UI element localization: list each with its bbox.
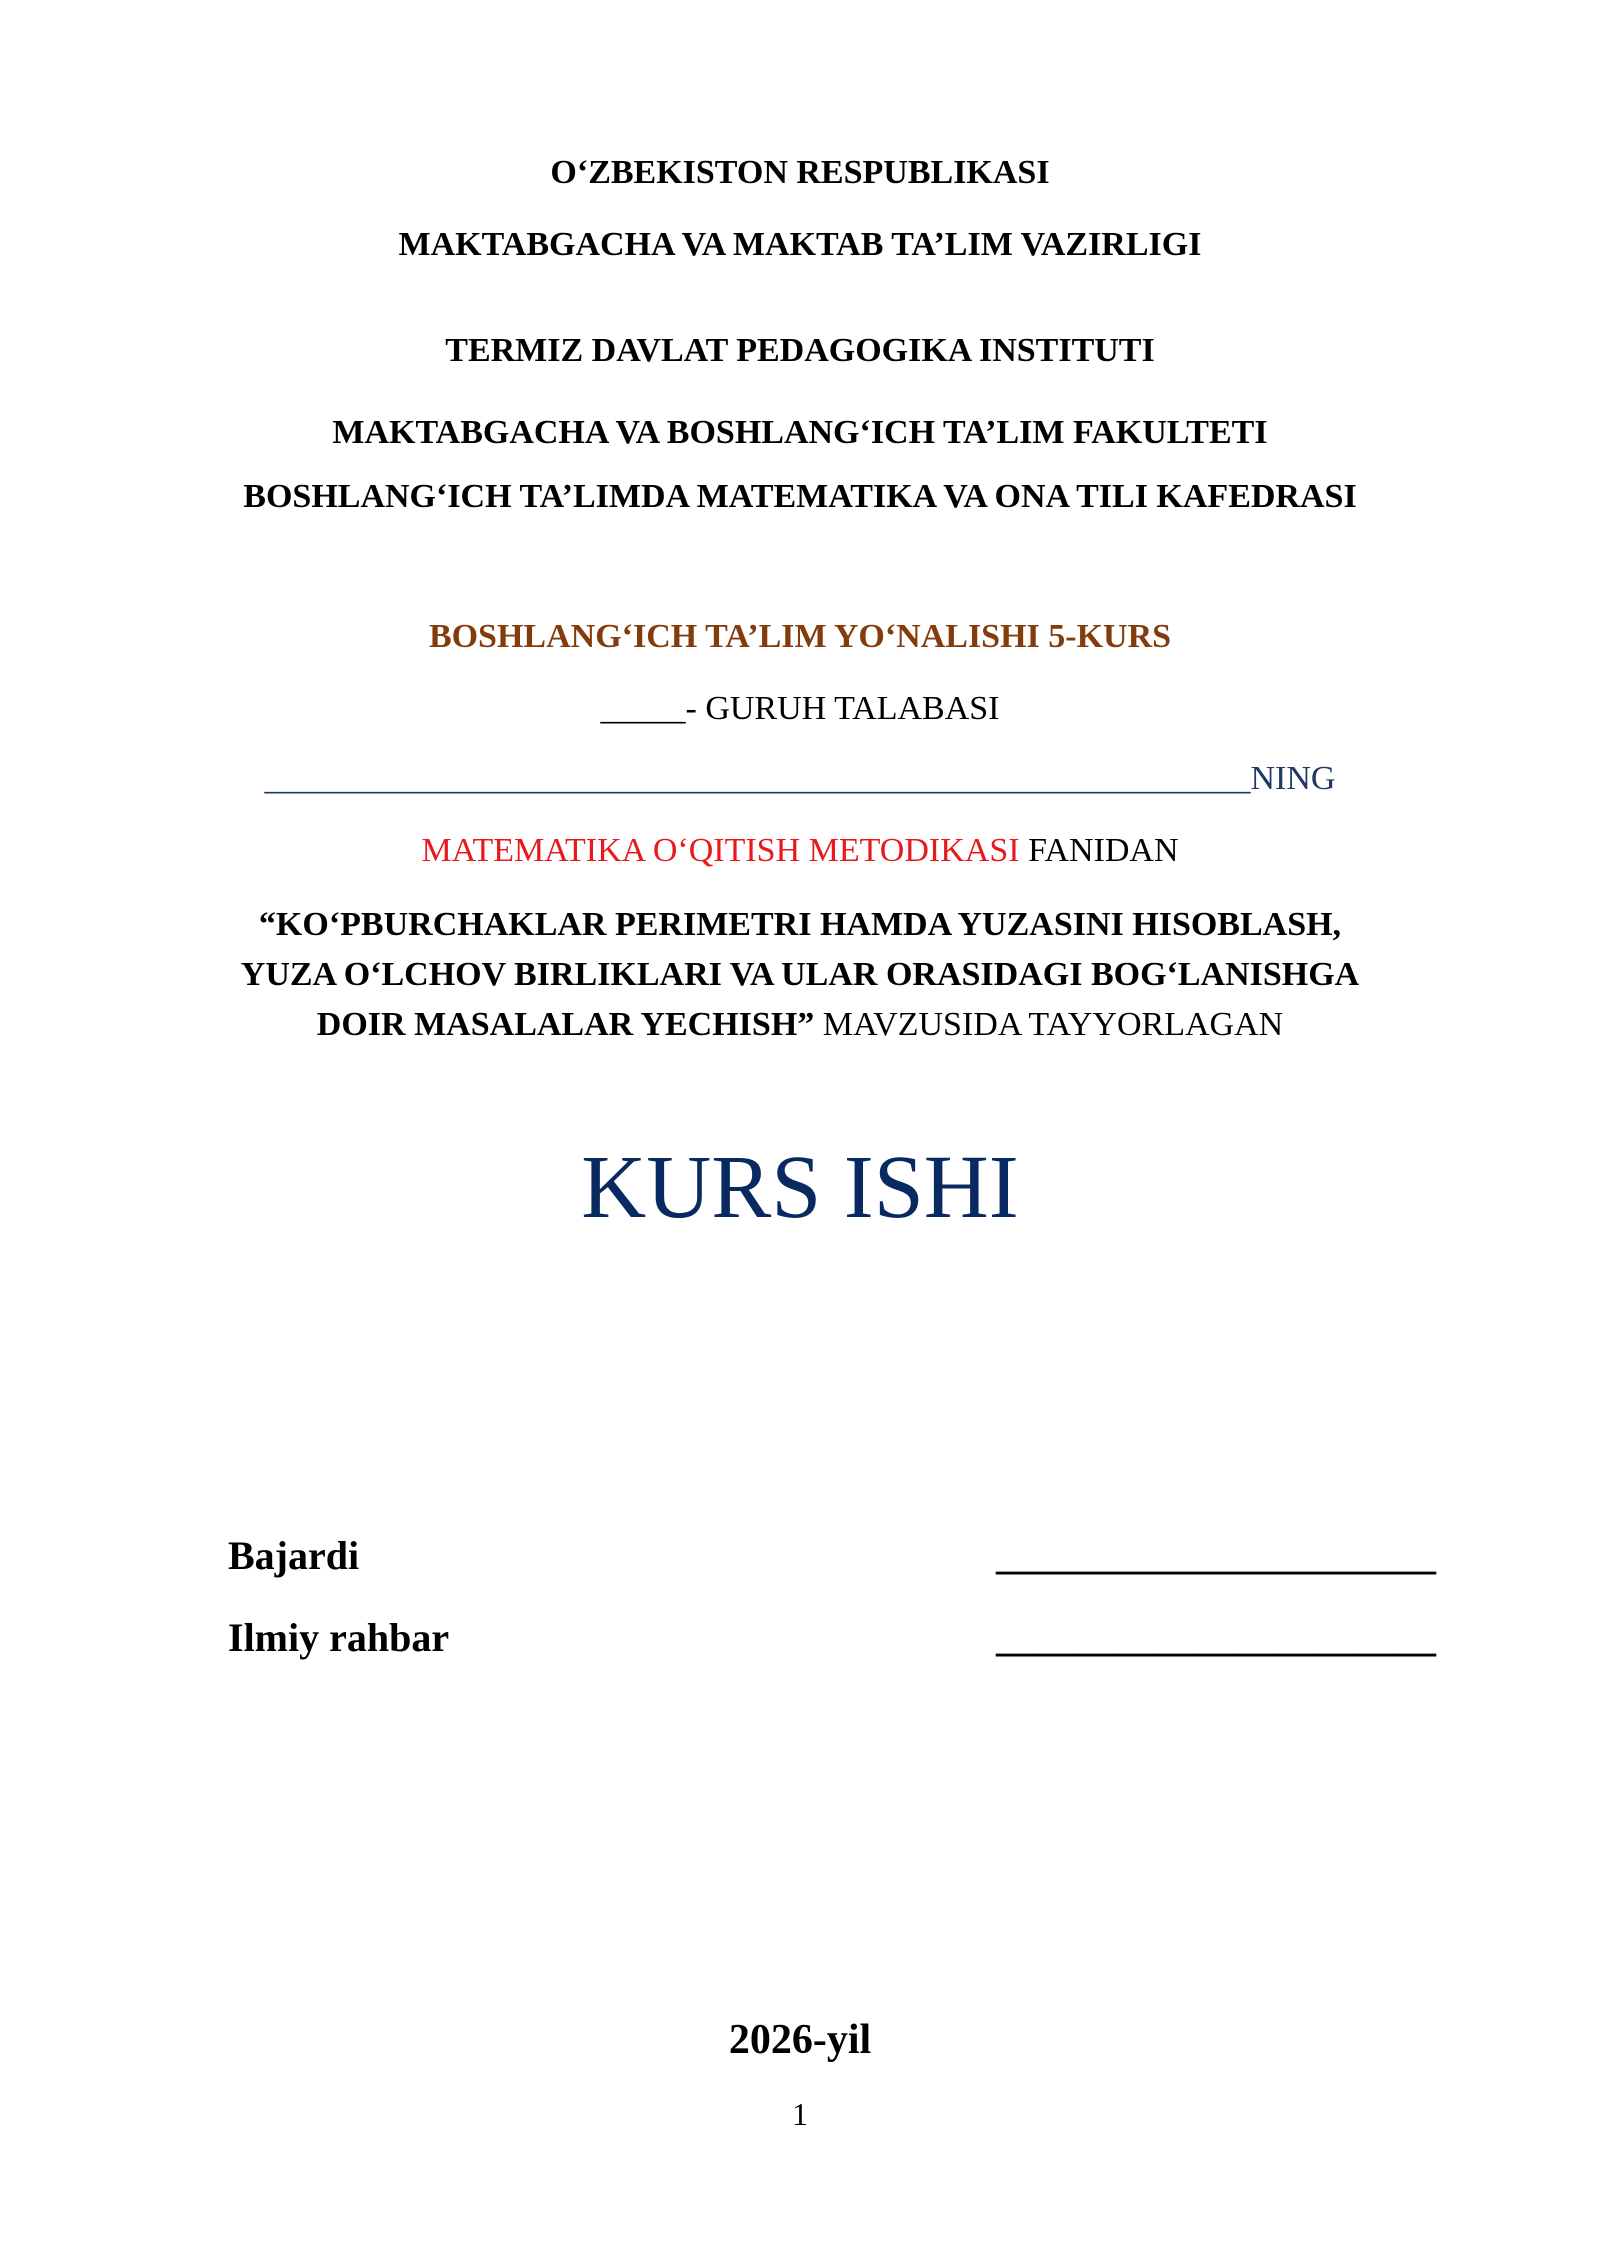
- topic-line-3-bold: DOIR MASALALAR YECHISH”: [316, 1006, 815, 1043]
- page-number: 1: [792, 2096, 808, 2132]
- topic-line-1: “KO‘PBURCHAKLAR PERIMETRI HAMDA YUZASINI HISOBLASH,: [258, 906, 1342, 943]
- institute-name: TERMIZ DAVLAT PEDAGOGIKA INSTITUTI: [445, 332, 1155, 369]
- topic-line-3-rest: MAVZUSIDA TAYYORLAGAN: [814, 1006, 1284, 1043]
- group-blank: _____: [600, 690, 686, 727]
- student-name-suffix: NING: [1250, 760, 1336, 797]
- subject-line: [0, 832, 1600, 870]
- topic-block: [0, 900, 1600, 1050]
- document-title: KURS ISHI: [581, 1138, 1019, 1237]
- performer-signature-blank: ______________________: [996, 1533, 1436, 1578]
- subject-name: MATEMATIKA O‘QITISH METODIKASI: [421, 832, 1020, 869]
- group-line: [0, 690, 1600, 728]
- group-label: - GURUH TALABASI: [685, 690, 1000, 727]
- supervisor-signature-blank: ______________________: [996, 1615, 1436, 1660]
- subject-suffix: FANIDAN: [1019, 832, 1179, 869]
- course-line: BOSHLANG‘ICH TA’LIM YO‘NALISHI 5-KURS: [428, 618, 1172, 655]
- performer-label: Bajardi: [228, 1533, 360, 1578]
- student-name-blank: __________________________________________________________: [264, 760, 1251, 797]
- department-name: BOSHLANG‘ICH TA’LIMDA MATEMATIKA VA ONA TILI KAFEDRASI: [243, 478, 1357, 515]
- faculty-name: MAKTABGACHA VA BOSHLANG‘ICH TA’LIM FAKULTETI: [332, 414, 1268, 451]
- topic-line-2: YUZA O‘LCHOV BIRLIKLARI VA ULAR ORASIDAGI BOG‘LANISHGA: [240, 956, 1360, 993]
- year: 2026-yil: [728, 2017, 872, 2063]
- student-name-line: [0, 760, 1600, 798]
- ministry-country: O‘ZBEKISTON RESPUBLIKASI: [550, 154, 1050, 191]
- supervisor-label: Ilmiy rahbar: [228, 1615, 450, 1660]
- topic-line-3: [0, 1000, 1600, 1050]
- ministry-name: MAKTABGACHA VA MAKTAB TA’LIM VAZIRLIGI: [398, 226, 1202, 263]
